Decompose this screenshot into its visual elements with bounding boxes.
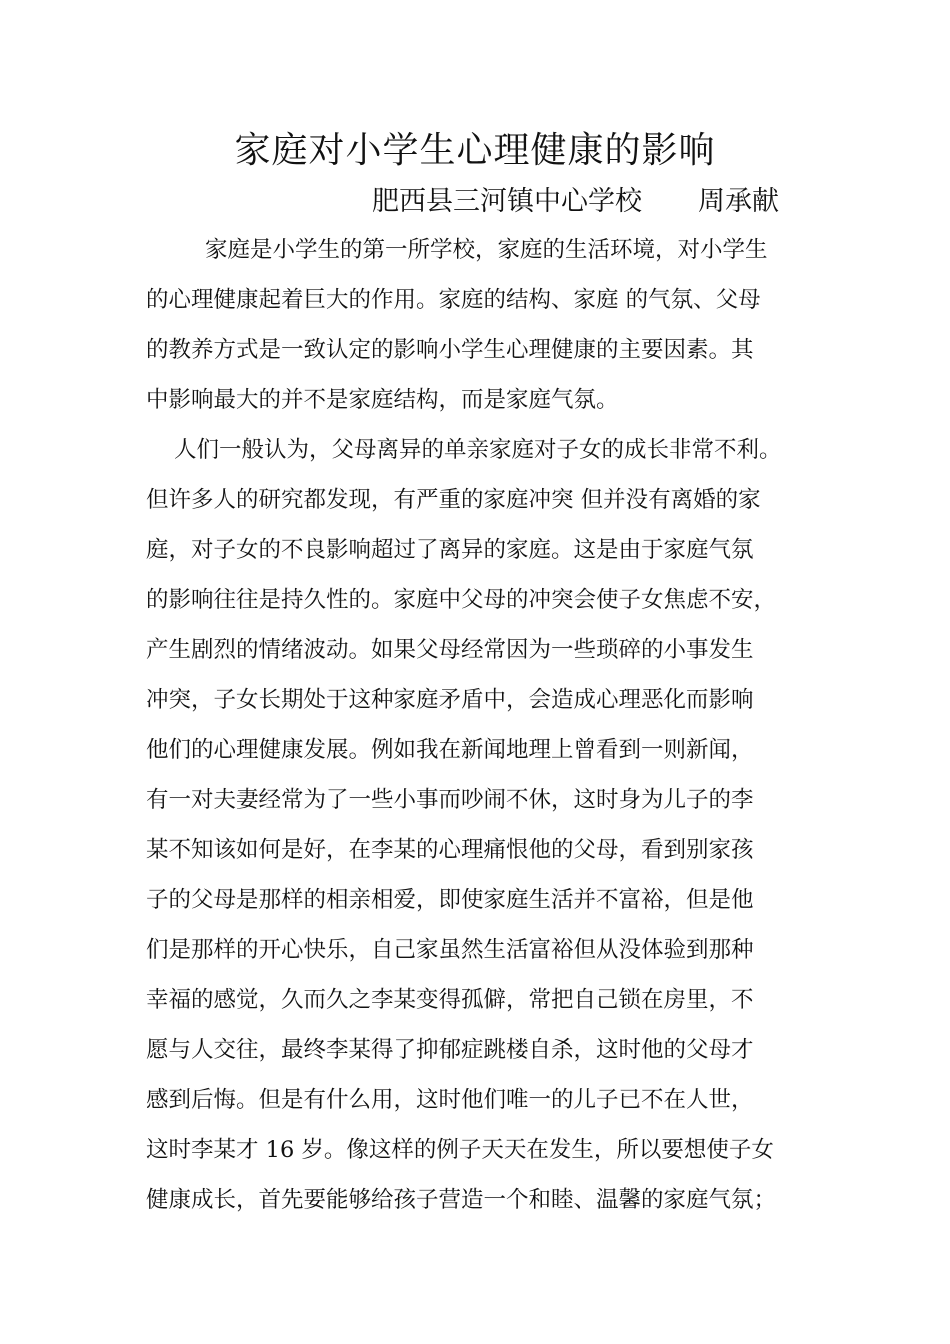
byline — [372, 182, 779, 222]
body-line: 感到后悔。但是有什么用，这时他们唯一的儿子已不在人世， — [146, 1087, 754, 1113]
author-name: 周承献 — [698, 186, 779, 217]
body-line: 某不知该如何是好，在李某的心理痛恨他的父母，看到别家孩 — [146, 837, 754, 863]
body-line: 庭，对子女的不良影响超过了离异的家庭。这是由于家庭气氛 — [146, 537, 754, 563]
body-line: 的教养方式是一致认定的影响小学生心理健康的主要因素。其 — [146, 337, 754, 363]
body-line: 愿与人交往，最终李某得了抑郁症跳楼自杀，这时他的父母才 — [146, 1037, 754, 1063]
body-line: 的影响往往是持久性的。家庭中父母的冲突会使子女焦虑不安， — [146, 587, 777, 613]
document-title: 家庭对小学生心理健康的影响 — [234, 130, 716, 171]
body-line: 人们一般认为，父母离异的单亲家庭对子女的成长非常不利。 — [174, 437, 782, 463]
body-line: 幸福的感觉，久而久之李某变得孤僻，常把自己锁在房里，不 — [146, 987, 754, 1013]
body-line: 家庭是小学生的第一所学校，家庭的生活环境，对小学生 — [205, 237, 768, 263]
body-line: 们是那样的开心快乐，自己家虽然生活富裕但从没体验到那种 — [146, 937, 754, 963]
body-line: 有一对夫妻经常为了一些小事而吵闹不休，这时身为儿子的李 — [146, 787, 754, 813]
body-line: 健康成长，首先要能够给孩子营造一个和睦、温馨的家庭气氛； — [146, 1187, 777, 1213]
body-line: 中影响最大的并不是家庭结构，而是家庭气氛。 — [146, 387, 619, 413]
body-line: 的心理健康起着巨大的作用。家庭的结构、家庭 的气氛、父母 — [146, 287, 761, 313]
body-line: 他们的心理健康发展。例如我在新闻地理上曾看到一则新闻， — [146, 737, 754, 763]
school-name: 肥西县三河镇中心学校 — [372, 186, 642, 217]
body-line: 冲突，子女长期处于这种家庭矛盾中，会造成心理恶化而影响 — [146, 687, 754, 713]
body-line: 产生剧烈的情绪波动。如果父母经常因为一些琐碎的小事发生 — [146, 637, 754, 663]
body-line: 子的父母是那样的相亲相爱，即使家庭生活并不富裕，但是他 — [146, 887, 754, 913]
body-line: 但许多人的研究都发现，有严重的家庭冲突 但并没有离婚的家 — [146, 487, 761, 513]
body-line: 这时李某才 16 岁。像这样的例子天天在发生，所以要想使子女 — [146, 1137, 774, 1163]
